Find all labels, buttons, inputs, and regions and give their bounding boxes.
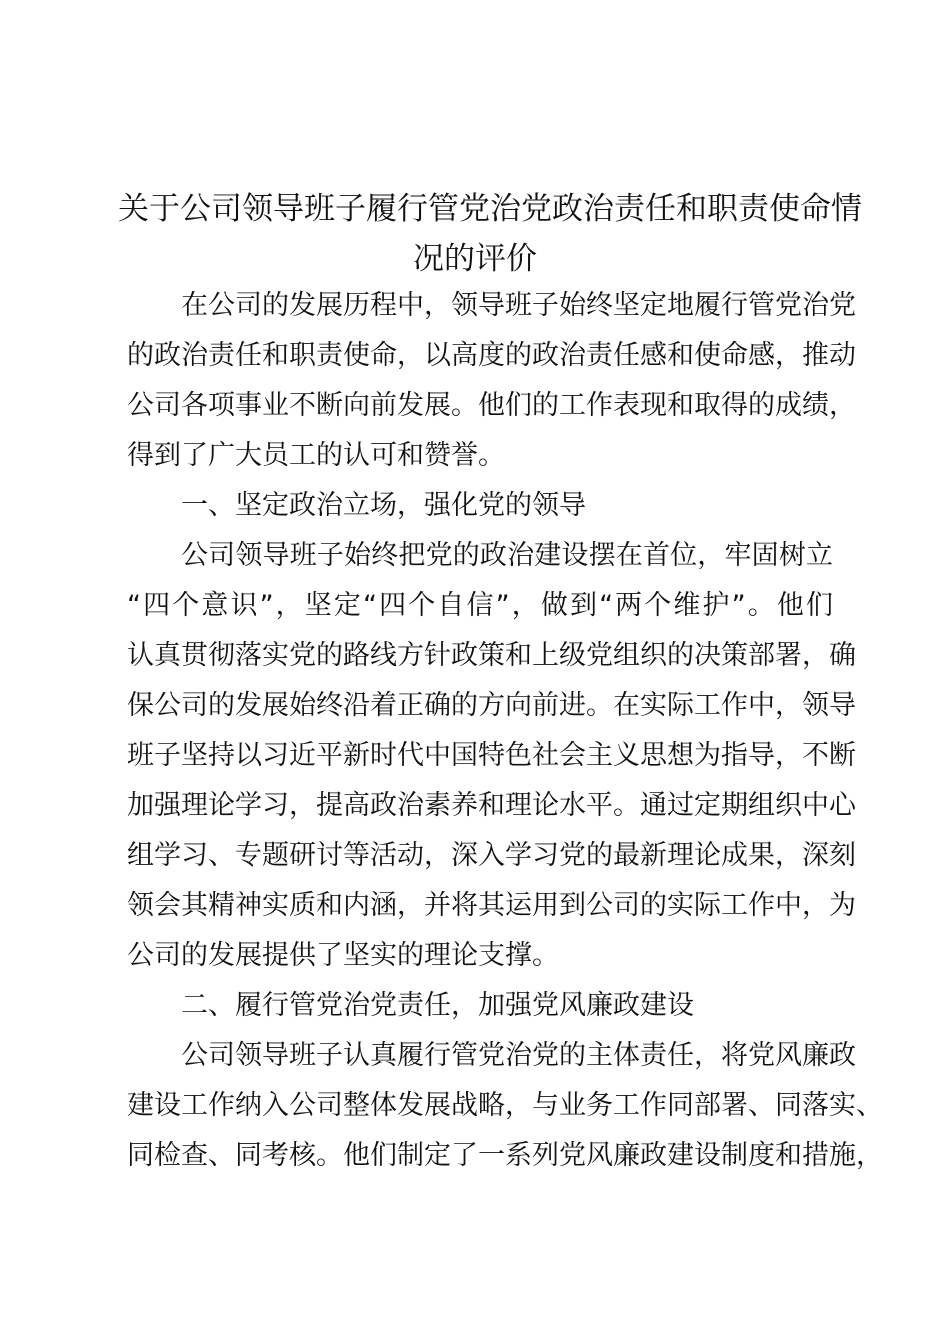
paragraph-line: 得到了广大员工的认可和赞誉。 (127, 440, 505, 471)
paragraph-line: 加强理论学习，提高政治素养和理论水平。通过定期组织中心 (127, 790, 856, 821)
title-line: 况的评价 (413, 241, 537, 277)
paragraph-line: 班子坚持以习近平新时代中国特色社会主义思想为指导，不断 (127, 740, 856, 771)
section-heading (127, 481, 833, 531)
paragraph-line: 公司领导班子始终把党的政治建设摆在首位，牢固树立 (181, 540, 833, 571)
paragraph-line: 保公司的发展始终沿着正确的方向前进。在实际工作中，领导 (127, 690, 856, 721)
document-title (118, 184, 862, 284)
paragraph (127, 281, 856, 481)
paragraph-line: 的政治责任和职责使命，以高度的政治责任感和使命感，推动 (127, 340, 856, 371)
paragraph-line: 公司的发展提供了坚实的理论支撑。 (127, 940, 559, 971)
paragraph-line: 认真贯彻落实党的路线方针政策和上级党组织的决策部署，确 (127, 640, 856, 671)
section-heading (127, 981, 833, 1031)
section-heading-text: 二、履行管党治党责任，加强党风廉政建设 (181, 990, 694, 1021)
paragraph-line: 领会其精神实质和内涵，并将其运用到公司的实际工作中，为 (127, 890, 856, 921)
paragraph-line: 公司领导班子认真履行管党治党的主体责任，将党风廉政 (181, 1040, 856, 1071)
section-heading-text: 一、坚定政治立场，强化党的领导 (181, 490, 586, 521)
paragraph-line: 公司各项事业不断向前发展。他们的工作表现和取得的成绩， (127, 390, 856, 421)
paragraph-line: 在公司的发展历程中，领导班子始终坚定地履行管党治党 (181, 290, 856, 321)
paragraph (127, 531, 856, 981)
paragraph (127, 1031, 883, 1181)
paragraph-line: 建设工作纳入公司整体发展战略，与业务工作同部署、同落实、 (127, 1090, 883, 1121)
title-line: 关于公司领导班子履行管党治党政治责任和职责使命情 (118, 191, 862, 227)
paragraph-line: 组学习、专题研讨等活动，深入学习党的最新理论成果，深刻 (127, 840, 856, 871)
paragraph-line: 同检查、同考核。他们制定了一系列党风廉政建设制度和措施， (127, 1140, 883, 1171)
document-body (127, 281, 883, 1181)
paragraph-line: “四个意识”，坚定“四个自信”，做到“两个维护”。他们 (127, 590, 833, 621)
